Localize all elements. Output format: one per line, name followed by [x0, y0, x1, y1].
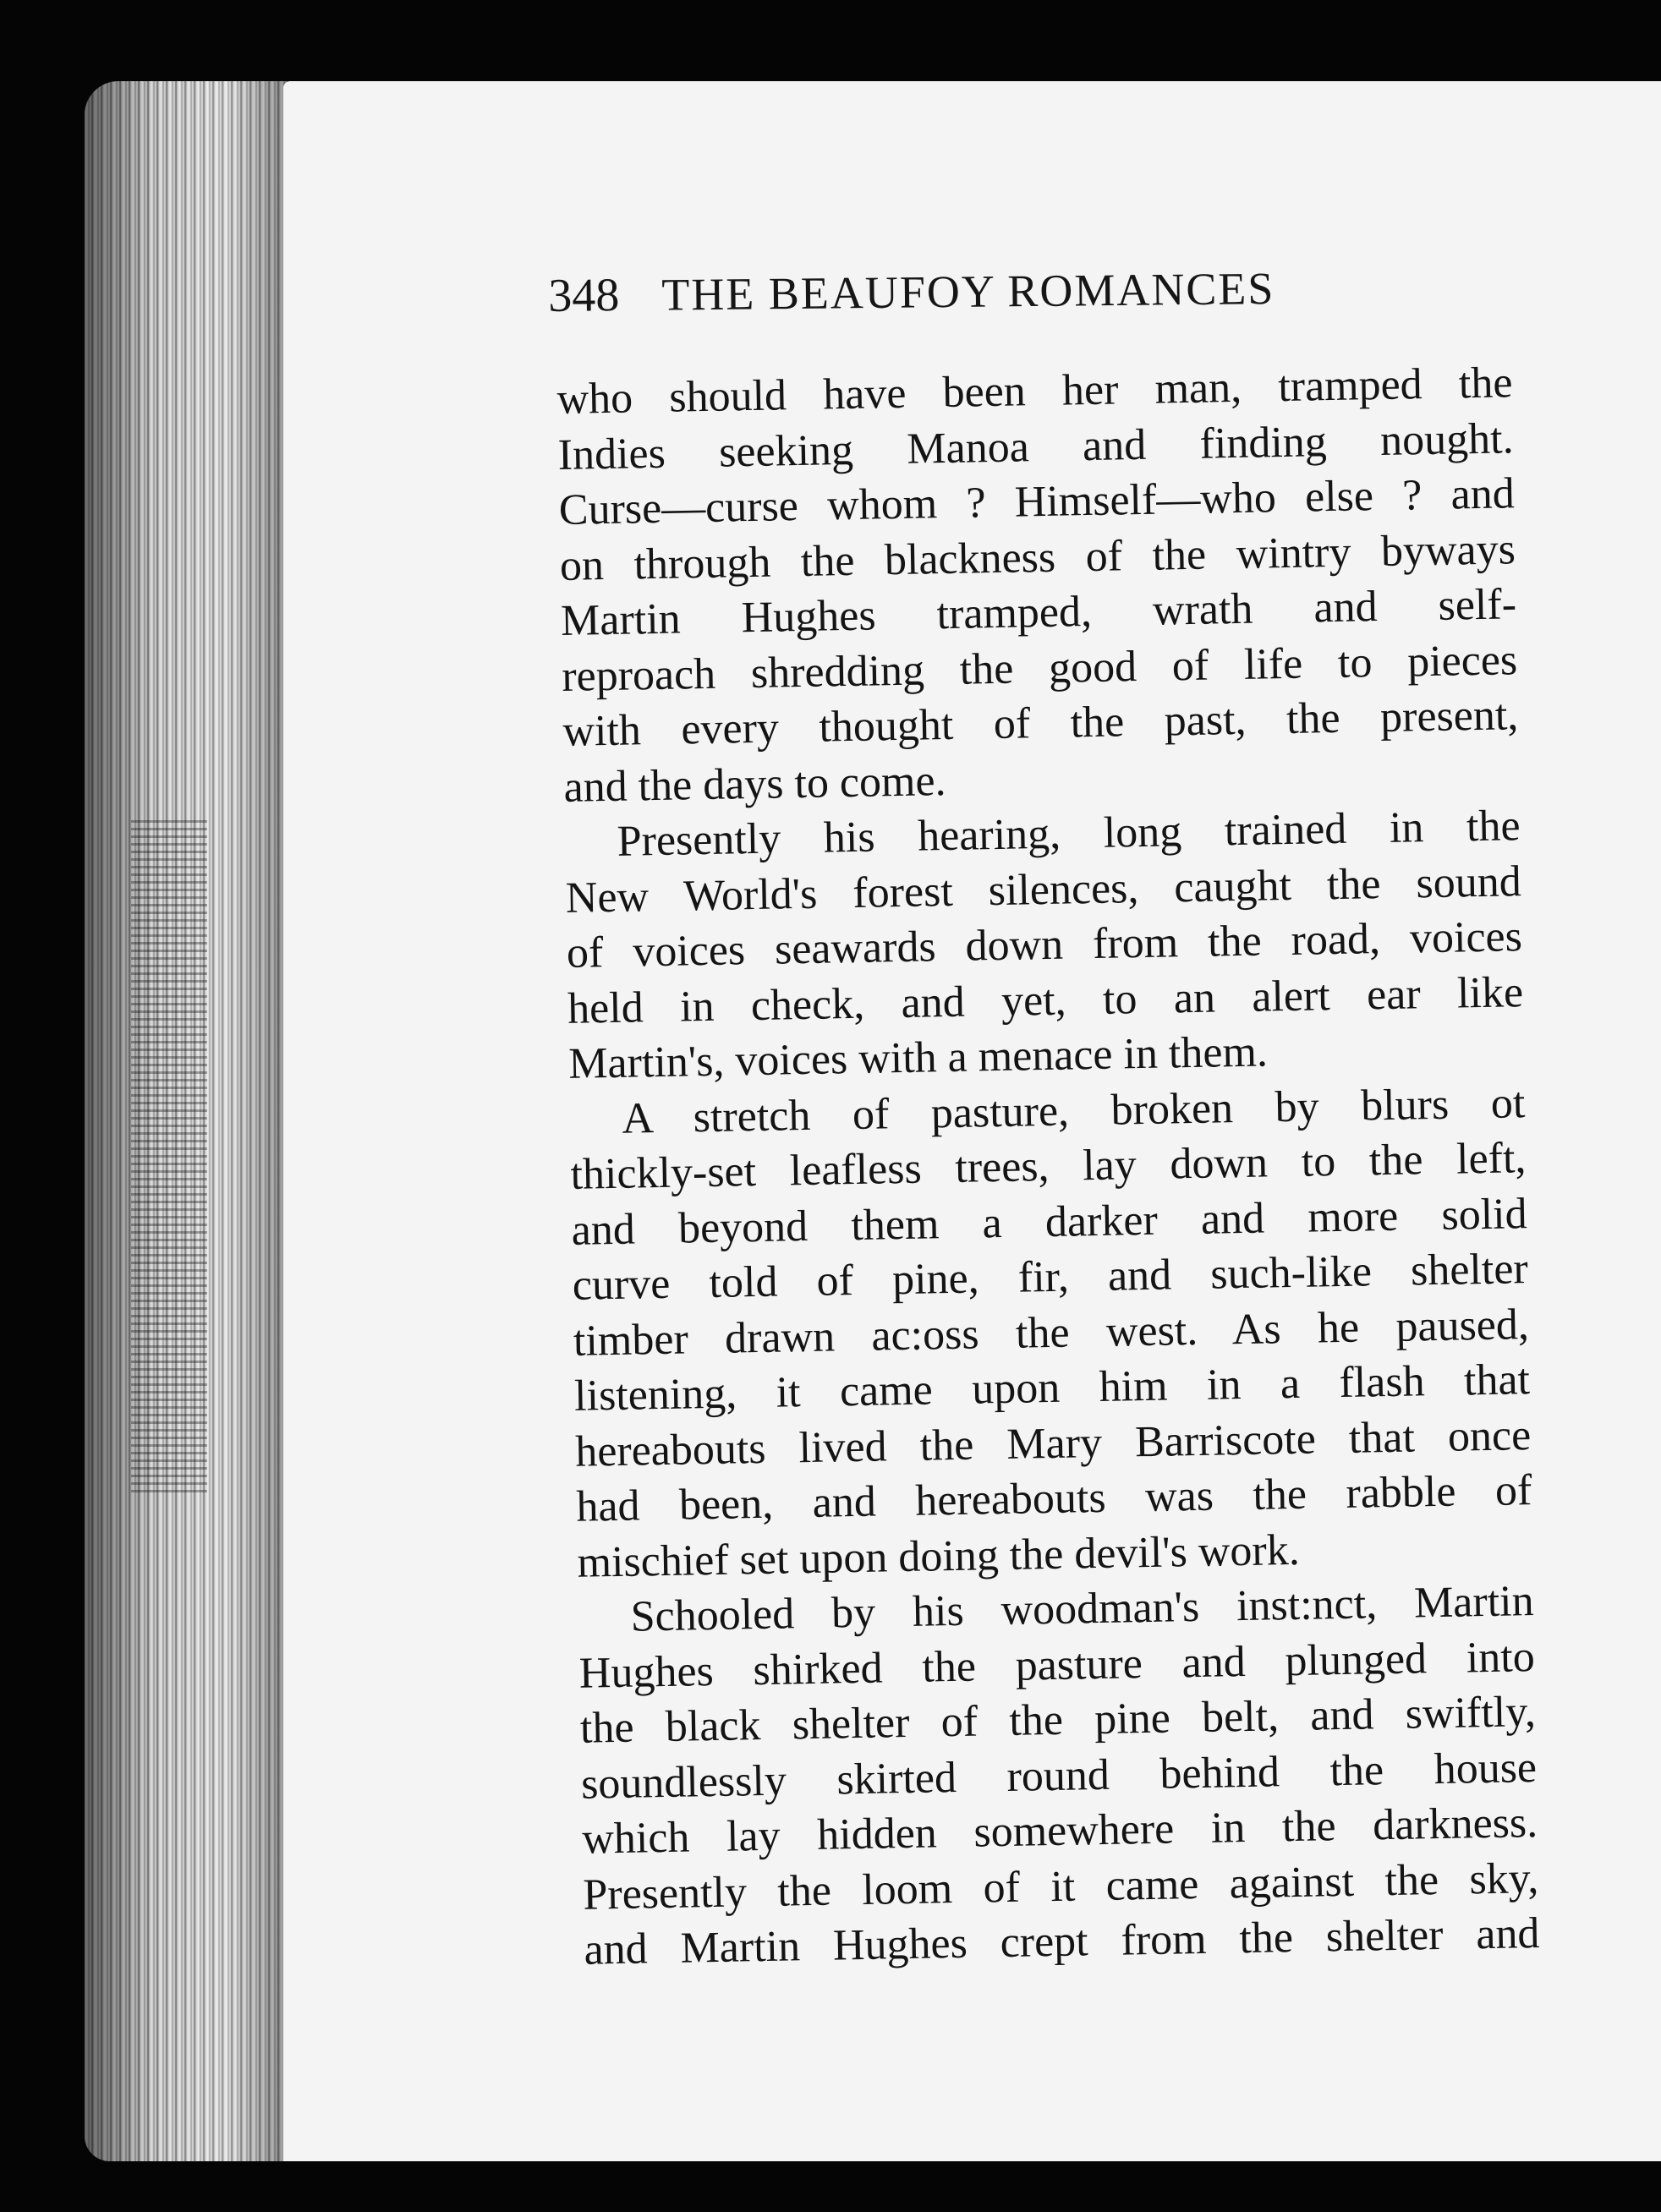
page-number: 348	[548, 269, 620, 322]
running-title: THE BEAUFOY ROMANCES	[661, 263, 1275, 320]
text-line: which lay hidden somewhere in the darkness.	[581, 1799, 1538, 1864]
text-line: soundlessly skirted round behind the house	[580, 1743, 1538, 1809]
paragraph	[556, 355, 1520, 815]
text-line: curve told of pine, fir, and such-like shelter	[572, 1245, 1529, 1310]
text-line: on through the blackness of the wintry byways	[559, 524, 1516, 590]
text-line: Martin Hughes tramped, wrath and self-	[560, 580, 1517, 645]
body-text	[556, 355, 1540, 1978]
text-line: with every thought of the past, the present,	[562, 691, 1519, 756]
text-line: Hughes shirked the pasture and plunged into	[578, 1632, 1536, 1698]
text-line: mischief set upon doing the devil's work.	[577, 1525, 1301, 1587]
text-line: New World's forest silences, caught the sound	[565, 857, 1522, 923]
text-line: and beyond them a darker and more solid	[571, 1189, 1528, 1255]
running-head	[548, 257, 1661, 337]
text-line: hereabouts lived the Mary Barriscote that once	[574, 1410, 1532, 1476]
text-line: and the days to come.	[563, 756, 946, 812]
text-line: Indies seeking Manoa and finding nought.	[557, 413, 1515, 479]
scan-bottom-border	[0, 2161, 1661, 2212]
text-line: Presently the loom of it came against the sky,	[582, 1853, 1539, 1919]
paragraph	[564, 798, 1525, 1092]
paragraph	[578, 1574, 1540, 1978]
paragraph	[569, 1076, 1533, 1591]
text-line: of voices seawards down from the road, voices	[566, 912, 1523, 977]
text-line: and Martin Hughes crept from the shelter and	[584, 1908, 1540, 1974]
text-line: Presently his hearing, long trained in the	[617, 802, 1521, 866]
text-line: Schooled by his woodman's inst:nct, Martin	[630, 1577, 1535, 1641]
text-line: timber drawn ac:oss the west. As he paused,	[573, 1300, 1530, 1366]
text-line: held in check, and yet, to an alert ear like	[567, 967, 1524, 1033]
text-line: thickly-set leafless trees, lay down to the left,	[570, 1134, 1527, 1199]
text-line: who should have been her man, tramped the	[556, 359, 1513, 424]
text-line: A stretch of pasture, broken by blurs ot	[621, 1078, 1526, 1143]
text-line: reproach shredding the good of life to pieces	[561, 635, 1518, 701]
text-line: Curse—curse whom ? Himself—who else ? and	[558, 469, 1516, 534]
scan-top-border	[0, 0, 1661, 81]
text-line: listening, it came upon him in a flash that	[573, 1355, 1531, 1421]
text-line: had been, and hereabouts was the rabble of	[575, 1466, 1532, 1531]
text-line: the black shelter of the pine belt, and swiftly,	[579, 1688, 1537, 1753]
text-line: Martin's, voices with a menace in them.	[567, 1027, 1269, 1088]
page-edge-marks	[131, 820, 207, 1497]
